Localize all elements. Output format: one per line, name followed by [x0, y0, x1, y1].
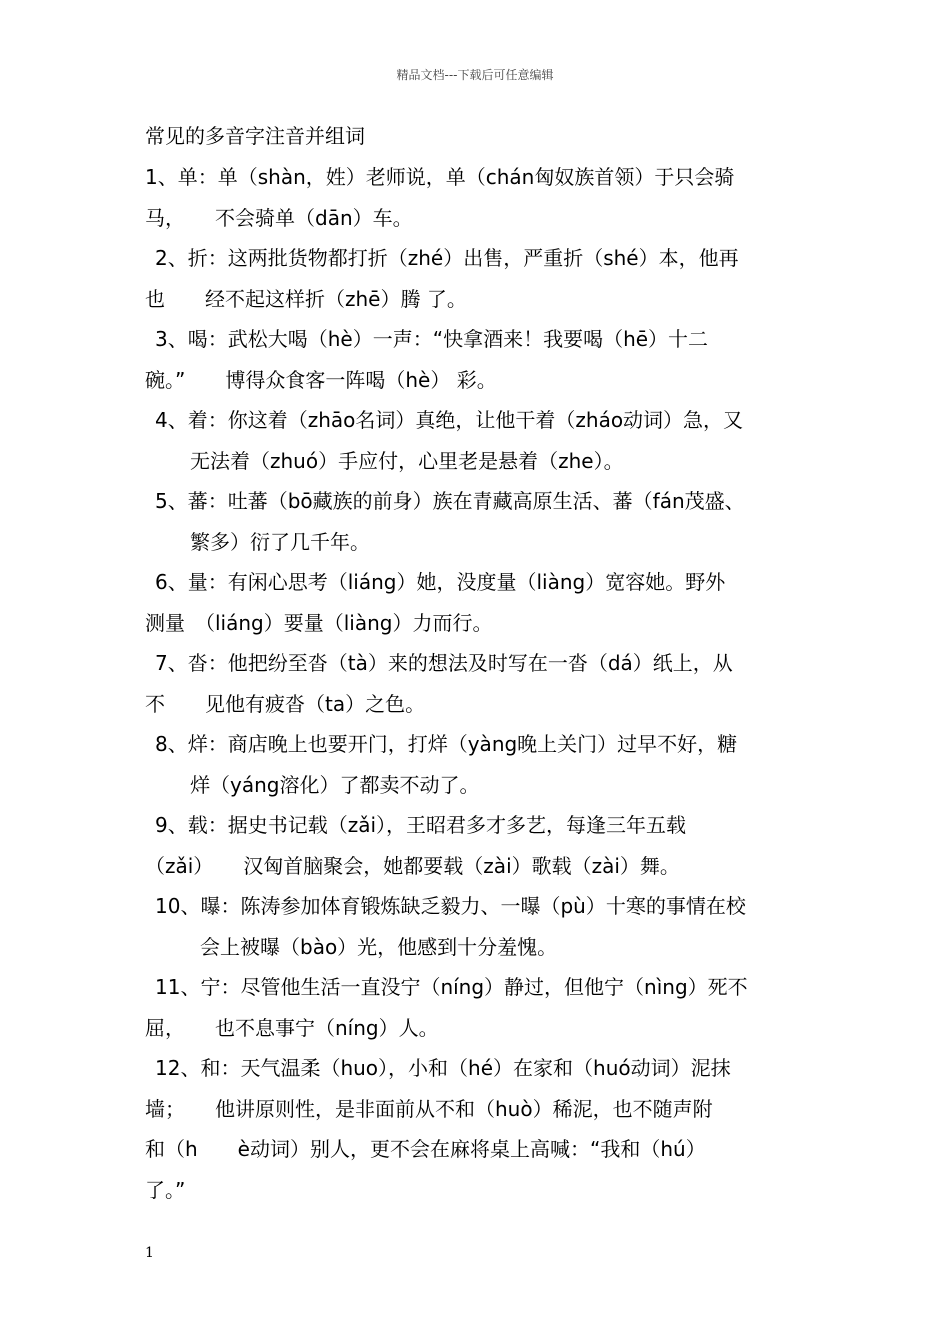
entry-8-line-2: 烊（yáng溶化）了都卖不动了。: [190, 773, 480, 797]
entry-4-line-1: 4、着：你这着（zhāo名词）真绝，让他干着（zháo动词）急，又: [155, 408, 744, 432]
entry-7-line-1: 7、沓：他把纷至沓（tà）来的想法及时写在一沓（dá）纸上，从: [155, 651, 733, 675]
entry-6-line-2: 测量 （liáng）要量（liàng）力而行。: [145, 611, 493, 635]
document-title: 常见的多音字注音并组词: [145, 124, 365, 148]
entry-12-line-1: 12、和：天气温柔（huo），小和（hé）在家和（huó动词）泥抹: [155, 1056, 731, 1080]
entry-5-line-2: 繁多）衍了几千年。: [190, 530, 370, 554]
entry-12-line-4: 了。”: [145, 1178, 186, 1202]
entry-6-line-1: 6、量：有闲心思考（liáng）她，没度量（liàng）宽容她。野外: [155, 570, 726, 594]
entry-7-line-2: 不 见他有疲沓（ta）之色。: [145, 692, 426, 716]
entry-9-line-2: （zǎi） 汉匈首脑聚会，她都要载（zài）歌载（zài）舞。: [145, 854, 680, 878]
entry-11-line-2: 屈， 也不息事宁（níng）人。: [145, 1016, 439, 1040]
entry-11-line-1: 11、宁：尽管他生活一直没宁（níng）静过，但他宁（nìng）死不: [155, 975, 748, 999]
entry-2-line-1: 2、折：这两批货物都打折（zhé）出售，严重折（shé）本，他再: [155, 246, 739, 270]
entry-10-line-1: 10、曝：陈涛参加体育锻炼缺乏毅力、一曝（pù）十寒的事情在校: [155, 894, 746, 918]
entry-5-line-1: 5、蕃：吐蕃（bō藏族的前身）族在青藏高原生活、蕃（fán茂盛、: [155, 489, 745, 513]
entry-3-line-1: 3、喝：武松大喝（hè）一声：“快拿酒来！我要喝（hē）十二: [155, 327, 709, 351]
entry-1-line-2: 马， 不会骑单（dān）车。: [145, 206, 413, 230]
entry-10-line-2: 会上被曝（bào）光，他感到十分羞愧。: [200, 935, 558, 959]
entry-4-line-2: 无法着（zhuó）手应付，心里老是悬着（zhe）。: [190, 449, 624, 473]
entry-12-line-2: 墙； 他讲原则性，是非面前从不和（huò）稀泥，也不随声附: [145, 1097, 713, 1121]
entry-12-line-3: 和（h è动词）别人，更不会在麻将桌上高喊：“我和（hú）: [145, 1137, 706, 1161]
entry-9-line-1: 9、载：据史书记载（zǎi），王昭君多才多艺，每逢三年五载: [155, 813, 687, 837]
entry-8-line-1: 8、烊：商店晚上也要开门，打烊（yàng晚上关门）过早不好，糖: [155, 732, 738, 756]
page-number: 1: [145, 1245, 154, 1261]
entry-2-line-2: 也 经不起这样折（zhē）腾 了。: [145, 287, 467, 311]
entry-3-line-2: 碗。” 博得众食客一阵喝（hè） 彩。: [145, 368, 497, 392]
entry-1-line-1: 1、单：单（shàn，姓）老师说，单（chán匈奴族首领）于只会骑: [145, 165, 735, 189]
page-header: 精品文档---下载后可任意编辑: [396, 68, 554, 82]
